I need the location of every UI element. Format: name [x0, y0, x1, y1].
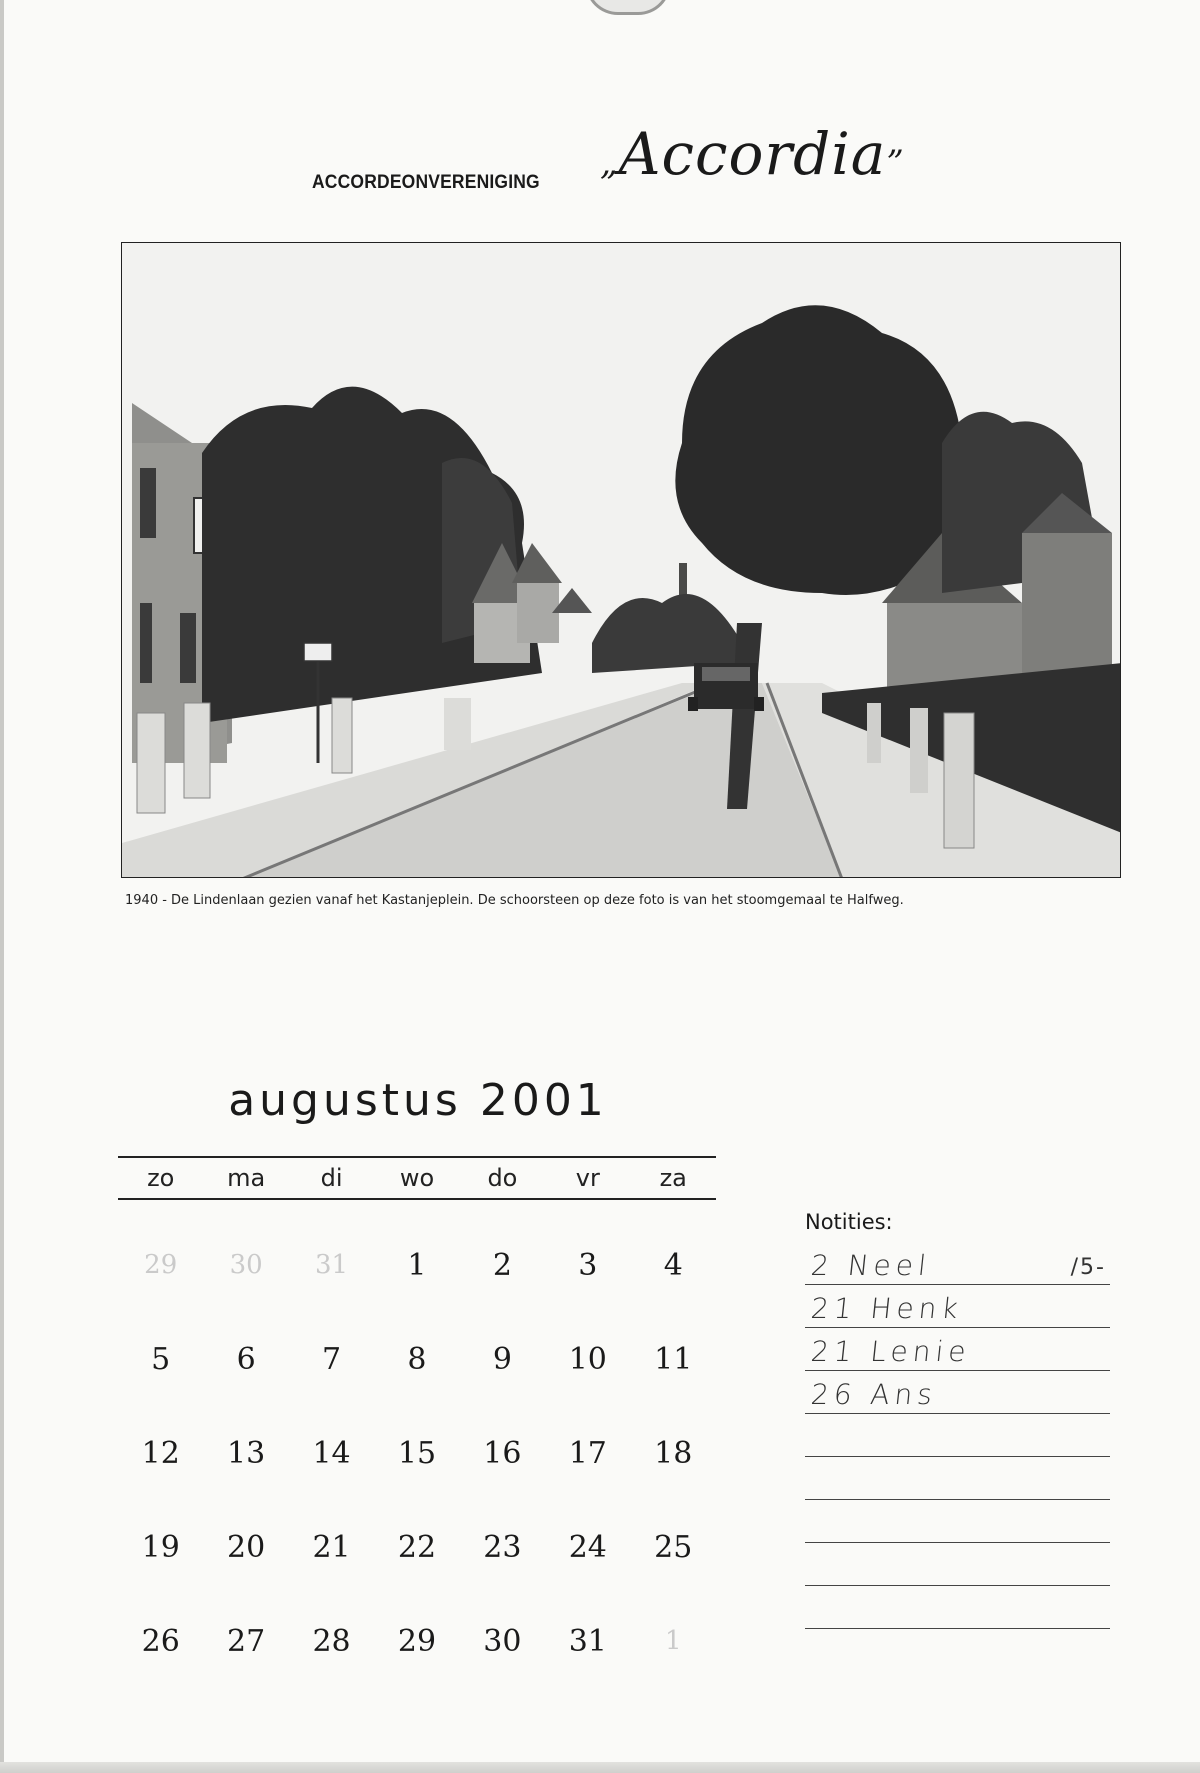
page-bottom-edge [0, 1762, 1200, 1773]
note-line [805, 1457, 1110, 1500]
weekday-bottom-rule [118, 1198, 716, 1200]
day-cell-outside-month: 30 [229, 1250, 263, 1280]
weekday-header [118, 1158, 716, 1198]
weekday-za: za [659, 1164, 687, 1192]
day-cell: 19 [141, 1529, 180, 1565]
notes-panel [805, 1210, 1110, 1629]
day-cell: 3 [578, 1247, 598, 1283]
photo-caption: 1940 - De Lindenlaan gezien vanaf het Kastanjeplein. De schoorsteen op deze foto is van het stoomgemaal te Halfweg. [125, 893, 904, 908]
historic-street-photo [121, 242, 1121, 878]
day-cell: 15 [397, 1435, 437, 1471]
note-line [805, 1414, 1110, 1457]
club-logo [600, 120, 905, 188]
month-title: augustus 2001 [228, 1075, 608, 1126]
day-cell: 5 [151, 1341, 171, 1377]
club-name: Accordia [618, 120, 887, 188]
day-cell: 9 [492, 1341, 512, 1377]
day-cell: 16 [483, 1435, 522, 1471]
day-cell: 26 [141, 1623, 180, 1659]
note-line [805, 1328, 1110, 1371]
note-line [805, 1543, 1110, 1586]
day-cell: 2 [492, 1247, 512, 1283]
day-cell: 25 [654, 1529, 693, 1565]
page-header [0, 120, 1200, 210]
weeks-container [118, 1218, 716, 1688]
weekday-do: do [487, 1164, 518, 1192]
note-line [805, 1242, 1110, 1285]
day-cell-outside-month: 29 [144, 1250, 178, 1280]
page-edge [0, 0, 4, 1773]
note-handwriting: 2 Neel [809, 1249, 933, 1282]
open-quote: „ [600, 143, 619, 183]
week-row [118, 1218, 716, 1312]
note-handwriting: 21 Lenie [809, 1335, 973, 1368]
calendar-grid [118, 1156, 716, 1688]
note-line [805, 1500, 1110, 1543]
weekday-zo: zo [147, 1164, 175, 1192]
day-cell: 23 [483, 1529, 522, 1565]
day-cell: 17 [568, 1435, 607, 1471]
week-row [118, 1312, 716, 1406]
day-cell: 4 [663, 1247, 683, 1283]
note-handwriting: 21 Henk [809, 1292, 965, 1325]
day-cell-outside-month: 1 [664, 1626, 682, 1656]
day-cell: 6 [236, 1341, 256, 1377]
day-cell-outside-month: 31 [315, 1250, 349, 1280]
day-cell: 18 [654, 1435, 693, 1471]
note-handwriting: 26 Ans [809, 1378, 939, 1411]
day-cell: 21 [312, 1529, 351, 1565]
weekday-ma: ma [227, 1164, 266, 1192]
day-cell: 12 [141, 1435, 180, 1471]
note-line [805, 1371, 1110, 1414]
day-cell: 13 [227, 1435, 266, 1471]
day-cell: 14 [312, 1435, 351, 1471]
day-cell: 24 [568, 1529, 607, 1565]
note-lines [805, 1242, 1110, 1629]
day-cell: 20 [227, 1529, 266, 1565]
weekday-vr: vr [575, 1164, 600, 1192]
weekday-di: di [320, 1164, 343, 1192]
day-cell: 1 [407, 1247, 427, 1283]
day-cell: 10 [568, 1341, 607, 1377]
day-cell: 11 [654, 1341, 693, 1377]
week-row [118, 1406, 716, 1500]
day-cell: 8 [407, 1341, 427, 1377]
notes-label: Notities: [805, 1210, 893, 1234]
close-quote: ” [886, 143, 905, 183]
day-cell: 7 [322, 1341, 342, 1377]
weekday-wo: wo [399, 1164, 435, 1192]
week-row [118, 1500, 716, 1594]
hanger-ring [585, 0, 671, 15]
note-line [805, 1586, 1110, 1629]
day-cell: 22 [397, 1529, 437, 1565]
day-cell: 27 [227, 1623, 266, 1659]
day-cell: 30 [483, 1623, 522, 1659]
club-label: ACCORDEONVERENIGING [312, 172, 540, 193]
day-cell: 28 [312, 1623, 351, 1659]
note-extra: /5- [1070, 1255, 1106, 1280]
street-photo-illustration [122, 243, 1121, 878]
day-cell: 29 [397, 1623, 437, 1659]
day-cell: 31 [568, 1623, 607, 1659]
note-line [805, 1285, 1110, 1328]
week-row [118, 1594, 716, 1688]
